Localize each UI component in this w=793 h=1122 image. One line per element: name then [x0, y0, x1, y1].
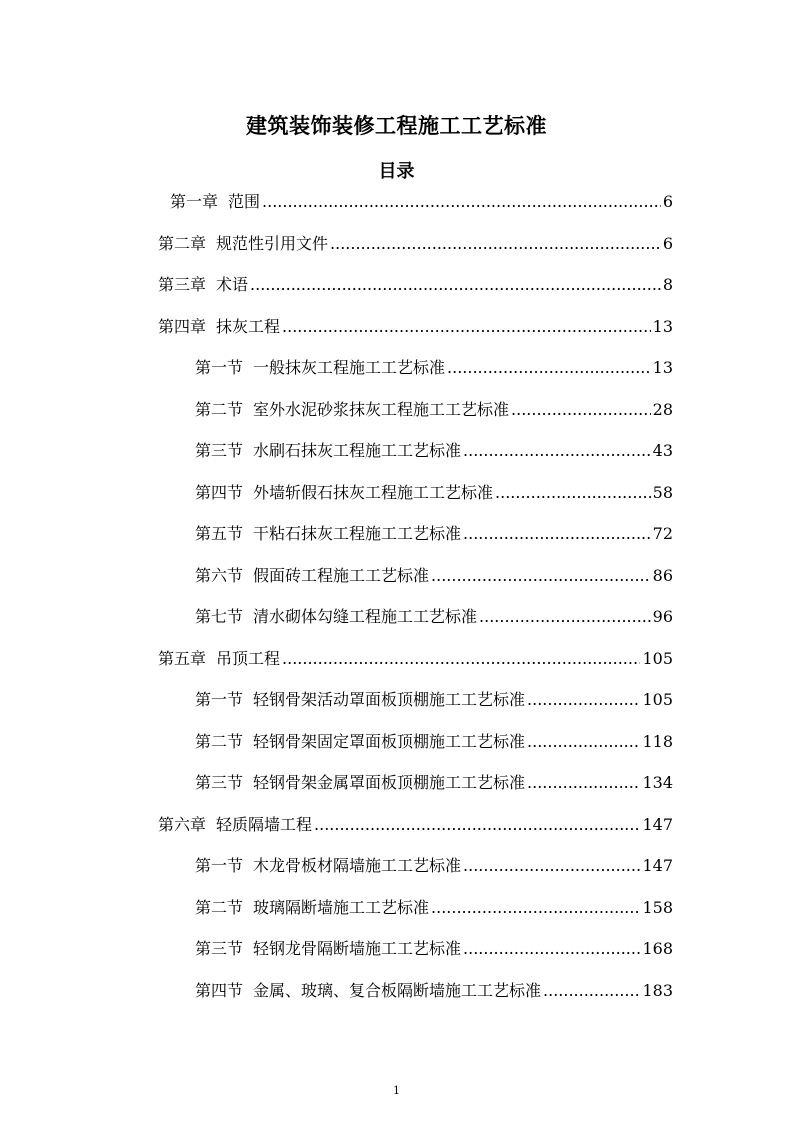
- toc-entry-label: 第三节: [195, 939, 244, 958]
- dot-leader: [282, 316, 651, 338]
- dot-leader: [463, 523, 651, 545]
- toc-entry-ch6-section-1[interactable]: [195, 847, 673, 877]
- toc-entry-page: 118: [642, 731, 673, 751]
- toc-entry-title: 范围: [228, 192, 261, 211]
- toc-entry-label: 第三章: [158, 275, 207, 294]
- toc-entry-label: 第一节: [195, 690, 244, 709]
- toc-entry-title: 木龙骨板材隔墙施工工艺标准: [253, 856, 462, 875]
- toc-entry-ch5-section-1[interactable]: [195, 681, 673, 711]
- dot-leader: [463, 855, 640, 877]
- toc-entry-page: 105: [642, 648, 673, 668]
- toc-entry-page: 168: [642, 939, 673, 958]
- toc-entry-ch6-section-3[interactable]: [195, 930, 673, 960]
- toc-entry-label: 第三节: [195, 441, 244, 460]
- toc-entry-page: 6: [662, 192, 673, 211]
- toc-entry-label: 第二节: [195, 399, 244, 419]
- toc-entry-label: 第四节: [195, 482, 244, 502]
- toc-entry-title: 轻钢龙骨隔断墙施工工艺标准: [253, 939, 462, 958]
- toc-entry-chapter-3[interactable]: [158, 266, 673, 296]
- toc-entry-page: 13: [652, 316, 673, 336]
- toc-entry-label: 第六节: [195, 565, 244, 585]
- dot-leader: [527, 731, 640, 753]
- toc-entry-ch5-section-3[interactable]: [195, 764, 673, 794]
- toc-entry-ch4-section-2[interactable]: [195, 391, 673, 421]
- dot-leader: [527, 689, 640, 711]
- toc-entry-ch6-section-2[interactable]: [195, 889, 673, 919]
- toc-entry-page: 96: [652, 607, 673, 626]
- toc-entry-label: 第七节: [195, 607, 244, 626]
- toc-entry-label: 第一节: [195, 856, 244, 875]
- dot-leader: [447, 357, 651, 379]
- dot-leader: [543, 980, 640, 1002]
- toc-entry-title: 轻钢骨架固定罩面板顶棚施工工艺标准: [253, 731, 526, 751]
- toc-heading: 目录: [378, 160, 415, 182]
- toc-entry-title: 轻质隔墙工程: [216, 814, 313, 834]
- toc-entry-title: 抹灰工程: [216, 316, 281, 336]
- toc-entry-label: 第五章: [158, 648, 207, 668]
- toc-entry-page: 72: [652, 524, 673, 543]
- toc-entry-ch4-section-4[interactable]: [195, 474, 673, 504]
- toc-entry-title: 室外水泥砂浆抹灰工程施工工艺标准: [253, 399, 510, 419]
- dot-leader: [479, 606, 651, 628]
- dot-leader: [314, 814, 640, 836]
- toc-entry-ch6-section-4[interactable]: [195, 972, 673, 1002]
- toc-entry-label: 第四节: [195, 980, 244, 1000]
- toc-entry-ch4-section-5[interactable]: [195, 515, 673, 545]
- toc-entry-ch5-section-2[interactable]: [195, 723, 673, 753]
- toc-entry-label: 第二节: [195, 897, 244, 917]
- toc-entry-title: 金属、玻璃、复合板隔断墙施工工艺标准: [253, 980, 542, 1000]
- toc-entry-page: 58: [652, 482, 673, 502]
- toc-entry-title: 轻钢骨架活动罩面板顶棚施工工艺标准: [253, 690, 526, 709]
- toc-entry-label: 第二章: [158, 233, 207, 253]
- toc-entry-title: 干粘石抹灰工程施工工艺标准: [253, 524, 462, 543]
- toc-entry-chapter-1[interactable]: [170, 183, 673, 213]
- dot-leader: [527, 772, 640, 794]
- dot-leader: [495, 482, 651, 504]
- footer-page-number: 1: [393, 1084, 400, 1097]
- toc-entry-page: 8: [662, 275, 673, 294]
- toc-entry-label: 第六章: [158, 814, 207, 834]
- toc-entry-page: 105: [642, 690, 673, 709]
- dot-leader: [511, 399, 651, 421]
- toc-entry-page: 13: [652, 358, 673, 377]
- toc-entry-title: 吊顶工程: [216, 648, 281, 668]
- dot-leader: [330, 233, 661, 255]
- toc-entry-page: 43: [652, 441, 673, 460]
- toc-entry-label: 第四章: [158, 316, 207, 336]
- toc-entry-title: 假面砖工程施工工艺标准: [253, 565, 430, 585]
- toc-entry-page: 158: [642, 897, 673, 917]
- dot-leader: [262, 191, 661, 213]
- toc-entry-title: 术语: [216, 275, 249, 294]
- toc-entry-ch4-section-6[interactable]: [195, 557, 673, 587]
- toc-entry-ch4-section-3[interactable]: [195, 432, 673, 462]
- toc-entry-page: 147: [642, 856, 673, 875]
- dot-leader: [282, 648, 640, 670]
- dot-leader: [250, 274, 661, 296]
- toc-entry-chapter-5[interactable]: [158, 640, 673, 670]
- toc-entry-label: 第一章: [170, 192, 219, 211]
- toc-entry-title: 规范性引用文件: [216, 233, 329, 253]
- toc-entry-label: 第二节: [195, 731, 244, 751]
- dot-leader: [463, 440, 651, 462]
- toc-entry-chapter-4[interactable]: [158, 308, 673, 338]
- toc-entry-label: 第三节: [195, 773, 244, 792]
- toc-entry-page: 6: [662, 233, 673, 253]
- toc-entry-ch4-section-1[interactable]: [195, 349, 673, 379]
- toc-entry-chapter-6[interactable]: [158, 806, 673, 836]
- toc-entry-title: 一般抹灰工程施工工艺标准: [253, 358, 446, 377]
- dot-leader: [463, 938, 640, 960]
- toc-entry-chapter-2[interactable]: [158, 225, 673, 255]
- dot-leader: [431, 897, 640, 919]
- dot-leader: [431, 565, 651, 587]
- toc-entry-title: 水刷石抹灰工程施工工艺标准: [253, 441, 462, 460]
- toc-entry-page: 134: [642, 773, 673, 792]
- toc-entry-page: 86: [652, 565, 673, 585]
- document-title: 建筑装饰装修工程施工工艺标准: [246, 114, 547, 139]
- toc-entry-title: 轻钢骨架金属罩面板顶棚施工工艺标准: [253, 773, 526, 792]
- toc-entry-page: 147: [642, 814, 673, 834]
- toc-entry-label: 第一节: [195, 358, 244, 377]
- toc-entry-ch4-section-7[interactable]: [195, 598, 673, 628]
- toc-entry-page: 183: [642, 980, 673, 1000]
- toc-entry-page: 28: [652, 399, 673, 419]
- toc-entry-title: 清水砌体勾缝工程施工工艺标准: [253, 607, 478, 626]
- toc-entry-label: 第五节: [195, 524, 244, 543]
- toc-entry-title: 玻璃隔断墙施工工艺标准: [253, 897, 430, 917]
- toc-entry-title: 外墙斩假石抹灰工程施工工艺标准: [253, 482, 494, 502]
